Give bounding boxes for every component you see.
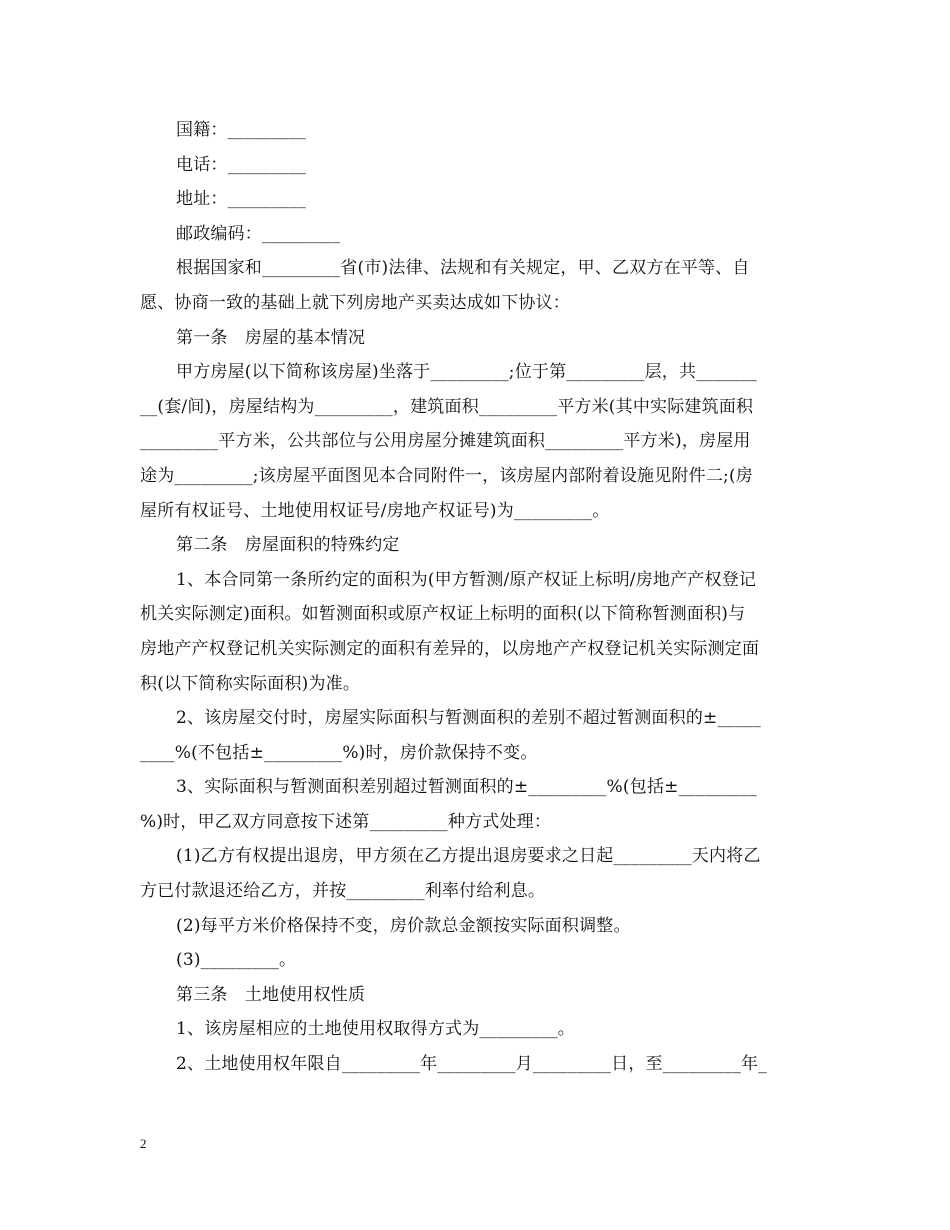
text-line: 机关实际测定)面积。如暂测面积或原产权证上标明的面积(以下简称暂测面积)与: [140, 604, 746, 625]
text-line: (3)_________。: [176, 950, 297, 971]
text-line: 房地产产权登记机关实际测定的面积有差异的，以房地产产权登记机关实际测定面: [140, 638, 760, 659]
text-line: 屋所有权证号、土地使用权证号/房地产权证号)为_________。: [140, 500, 610, 521]
text-line: 根据国家和_________省(市)法律、法规和有关规定，甲、乙双方在平等、自: [176, 258, 750, 279]
text-line: 3、实际面积与暂测面积差别超过暂测面积的±_________%(包括±_________: [176, 777, 757, 798]
page-number: 2: [140, 1136, 147, 1151]
text-line: 方已付款退还给乙方，并按_________利率付给利息。: [140, 881, 546, 902]
text-line: 1、本合同第一条所约定的面积为(甲方暂测/原产权证上标明/房地产产权登记: [176, 569, 757, 590]
text-line: 1、该房屋相应的土地使用权取得方式为_________。: [176, 1019, 575, 1040]
text-line: 地址：_________: [176, 189, 306, 210]
text-line: __(套/间)，房屋结构为_________，建筑面积_________平方米(其中实际建筑面积: [140, 396, 754, 417]
text-line: 第三条 土地使用权性质: [176, 984, 366, 1005]
document-body: [140, 113, 812, 1082]
text-line: _________平方米，公共部位与公用房屋分摊建筑面积_________平方米)，房屋用: [140, 431, 751, 452]
text-line: 第一条 房屋的基本情况: [176, 327, 366, 348]
text-line: 国籍：_________: [176, 120, 306, 140]
text-line: 第二条 房屋面积的特殊约定: [176, 535, 400, 556]
text-line: (1)乙方有权提出退房，甲方须在乙方提出退房要求之日起_________天内将乙: [176, 846, 761, 867]
text-line: %)时，甲乙双方同意按下述第_________种方式处理：: [140, 811, 552, 832]
text-line: 2、该房屋交付时，房屋实际面积与暂测面积的差别不超过暂测面积的±_____: [176, 708, 761, 729]
text-line: 电话：_________: [176, 154, 306, 175]
text-line: (2)每平方米价格保持不变，房价款总金额按实际面积调整。: [176, 915, 631, 936]
text-line: 甲方房屋(以下简称该房屋)坐落于_________;位于第_________层，共_______: [176, 362, 758, 383]
text-line: ____%(不包括±_________%)时，房价款保持不变。: [140, 742, 538, 763]
text-line: 愿、协商一致的基础上就下列房地产买卖达成如下协议：: [140, 292, 570, 313]
text-line: 积(以下简称实际面积)为准。: [140, 673, 361, 694]
text-line: 邮政编码：_________: [176, 223, 341, 244]
text-line: 2、土地使用权年限自_________年_________月_________日，至_________年_: [176, 1054, 767, 1075]
text-line: 途为_________;该房屋平面图见本合同附件一，该房屋内部附着设施见附件二;(房: [140, 465, 753, 486]
